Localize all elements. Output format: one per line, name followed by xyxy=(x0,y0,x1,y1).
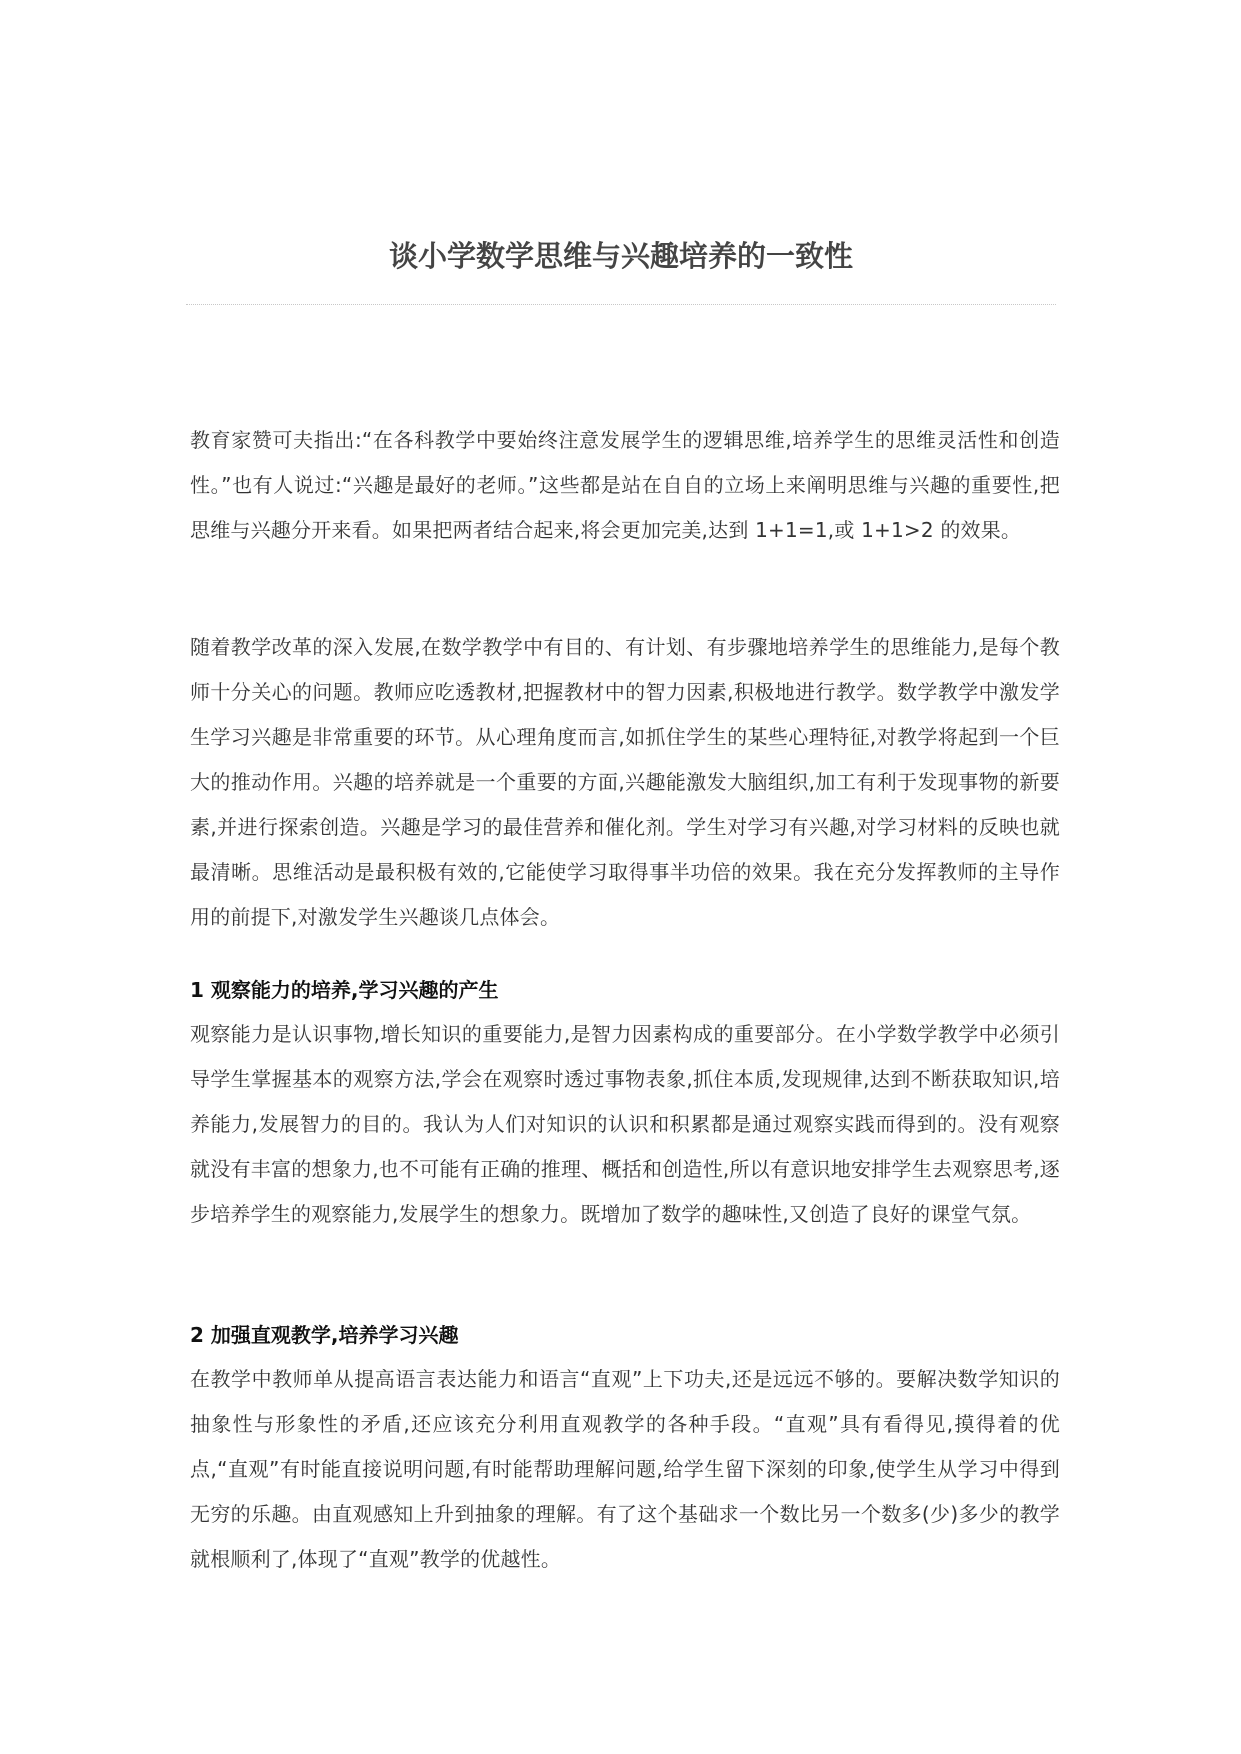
section-1-heading: 1 观察能力的培养,学习兴趣的产生 xyxy=(190,978,499,1002)
title-divider xyxy=(186,304,1056,305)
context-paragraph: 随着教学改革的深入发展,在数学教学中有目的、有计划、有步骤地培养学生的思维能力,是每个教师十分关心的问题。教师应吃透教材,把握教材中的智力因素,积极地进行教学。数学教学中激发学生学习兴趣是非常重要的环节。从心理角度而言,如抓住学生的某些心理特征,对教学将起到一个巨大的推动作用。兴趣的培养就是一个重要的方面,兴趣能激发大脑组织,加工有利于发现事物的新要素,并进行探索创造。兴趣是学习的最佳营养和催化剂。学生对学习有兴趣,对学习材料的反映也就最清晰。思维活动是最积极有效的,它能使学习取得事半功倍的效果。我在充分发挥教师的主导作用的前提下,对激发学生兴趣谈几点体会。 xyxy=(190,635,1060,929)
intro-paragraph: 教育家赞可夫指出:“在各科教学中要始终注意发展学生的逻辑思维,培养学生的思维灵活性和创造性。”也有人说过:“兴趣是最好的老师。”这些都是站在自自的立场上来阐明思维与兴趣的重要性,把思维与兴趣分开来看。如果把两者结合起来,将会更加完美,达到 1+1=1,或 1+1>2 的效果。 xyxy=(190,428,1060,542)
section-2-body: 在教学中教师单从提高语言表达能力和语言“直观”上下功夫,还是远远不够的。要解决数学知识的抽象性与形象性的矛盾,还应该充分利用直观教学的各种手段。“直观”具有看得见,摸得着的优点,“直观”有时能直接说明问题,有时能帮助理解问题,给学生留下深刻的印象,使学生从学习中得到无穷的乐趣。由直观感知上升到抽象的理解。有了这个基础求一个数比另一个数多(少)多少的教学就根顺利了,体现了“直观”教学的优越性。 xyxy=(190,1367,1060,1571)
document-title: 谈小学数学思维与兴趣培养的一致性 xyxy=(388,239,853,273)
section-2-heading: 2 加强直观教学,培养学习兴趣 xyxy=(190,1323,459,1347)
section-1-body: 观察能力是认识事物,增长知识的重要能力,是智力因素构成的重要部分。在小学数学教学中必须引导学生掌握基本的观察方法,学会在观察时透过事物表象,抓住本质,发现规律,达到不断获取知识,培养能力,发展智力的目的。我认为人们对知识的认识和积累都是通过观察实践而得到的。没有观察就没有丰富的想象力,也不可能有正确的推理、概括和创造性,所以有意识地安排学生去观察思考,逐步培养学生的观察能力,发展学生的想象力。既增加了数学的趣味性,又创造了良好的课堂气氛。 xyxy=(190,1022,1060,1226)
